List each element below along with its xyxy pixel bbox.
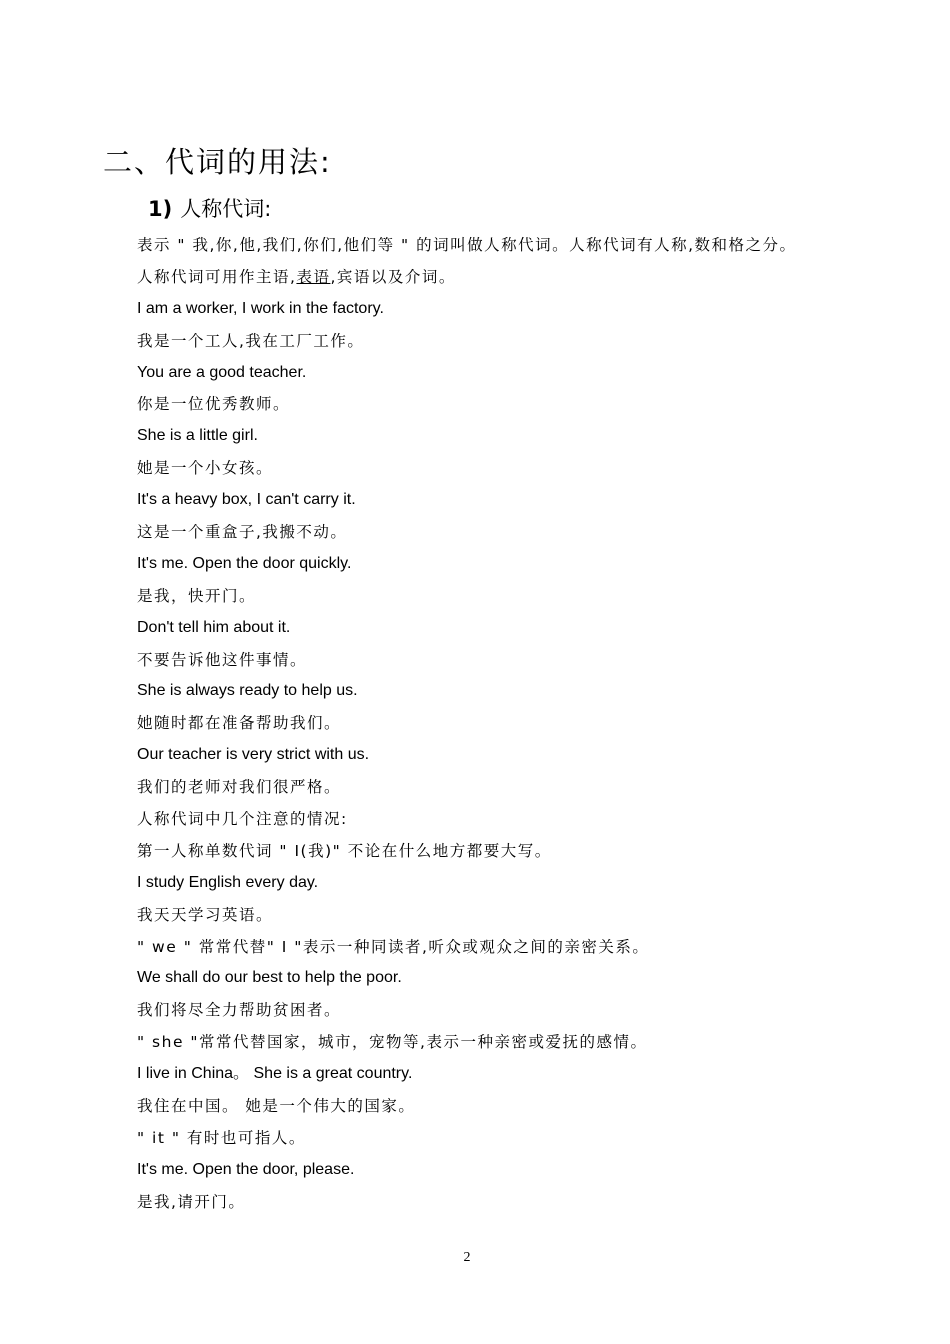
- example-sentence: Don't tell him about it.: [137, 618, 291, 636]
- subsection-number: 1): [148, 197, 173, 221]
- note-text: " we " 常常代替" I "表示一种同读者,听众或观众之间的亲密关系。: [137, 937, 650, 956]
- body-text: [137, 233, 897, 1222]
- subsection-heading: [148, 193, 271, 223]
- translation: 我住在中国。 她是一个伟大的国家。: [137, 1097, 416, 1116]
- example-sentence: I am a worker, I work in the factory.: [137, 299, 384, 317]
- intro-text: 人称代词可用作主语,: [137, 267, 297, 286]
- translation: 她随时都在准备帮助我们。: [137, 714, 342, 733]
- intro-text: ,宾语以及介词。: [330, 267, 456, 286]
- subsection-title: 人称代词:: [180, 197, 272, 221]
- translation: 不要告诉他这件事情。: [137, 650, 308, 669]
- page-number: 2: [463, 1250, 471, 1265]
- example-sentence: It's a heavy box, I can't carry it.: [137, 491, 356, 509]
- intro-line: 表示 " 我,你,他,我们,你们,他们等 " 的词叫做人称代词。人称代词有人称,数和格之分。: [137, 236, 797, 254]
- translation: 我们的老师对我们很严格。: [137, 778, 342, 797]
- intro-line: [137, 265, 897, 297]
- example-sentence: She is always ready to help us.: [137, 682, 358, 700]
- example-sentence: It's me. Open the door, please.: [137, 1160, 355, 1178]
- translation: 这是一个重盒子,我搬不动。: [137, 523, 348, 542]
- translation: 你是一位优秀教师。: [137, 395, 291, 414]
- note-text: 第一人称单数代词 " I(我)" 不论在什么地方都要大写。: [137, 841, 552, 860]
- example-sentence: Our teacher is very strict with us.: [137, 746, 370, 764]
- translation: 是我,请开门。: [137, 1192, 246, 1211]
- translation: 她是一个小女孩。: [137, 459, 274, 478]
- example-sentence: We shall do our best to help the poor.: [137, 969, 402, 987]
- example-sentence: I live in China。 She is a great country.: [137, 1065, 413, 1083]
- example-sentence: You are a good teacher.: [137, 363, 307, 381]
- note-text: " it " 有时也可指人。: [137, 1128, 306, 1147]
- example-sentence: She is a little girl.: [137, 427, 258, 445]
- translation: 我是一个工人,我在工厂工作。: [137, 331, 365, 350]
- translation: 是我，快开门。: [137, 586, 257, 605]
- underlined-term: 表语: [296, 267, 331, 286]
- note-text: " she "常常代替国家，城市，宠物等,表示一种亲密或爱抚的感情。: [137, 1033, 648, 1052]
- translation: 我们将尽全力帮助贫困者。: [137, 1001, 342, 1020]
- note-heading: 人称代词中几个注意的情况:: [137, 810, 348, 829]
- translation: 我天天学习英语。: [137, 905, 274, 924]
- section-heading: 二、代词的用法:: [103, 145, 332, 179]
- example-sentence: It's me. Open the door quickly.: [137, 554, 352, 572]
- example-sentence: I study English every day.: [137, 873, 319, 891]
